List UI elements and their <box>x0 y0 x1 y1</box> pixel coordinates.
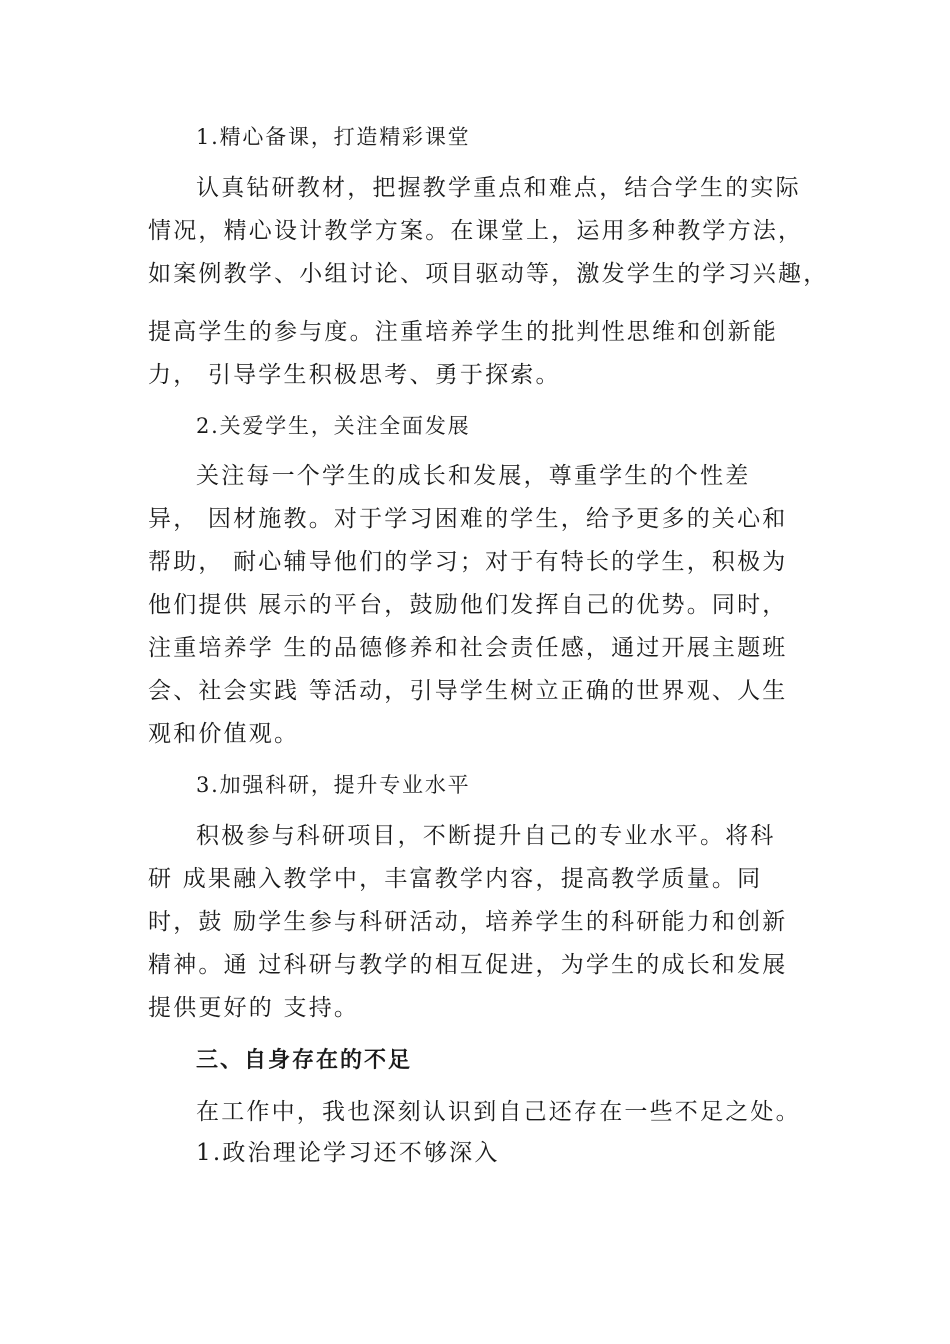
paragraph-line: 提供更好的 支持。 <box>148 995 360 1021</box>
paragraph-line: 注重培养学 生的品德修养和社会责任感，通过开展主题班 <box>148 635 788 661</box>
paragraph-line: 如案例教学、小组讨论、项目驱动等，激发学生的学习兴趣， <box>148 261 829 287</box>
paragraph-line: 情况，精心设计教学方案。在课堂上，运用多种教学方法， <box>148 218 804 244</box>
paragraph-line: 观和价值观。 <box>148 721 300 747</box>
paragraph-line: 帮助， 耐心辅导他们的学习；对于有特长的学生，积极为 <box>148 549 788 575</box>
paragraph-line: 关注每一个学生的成长和发展，尊重学生的个性差 <box>196 463 751 489</box>
paragraph-line: 积极参与科研项目，不断提升自己的专业水平。将科 <box>196 823 776 849</box>
paragraph-line: 在工作中，我也深刻认识到自己还存在一些不足之处。 <box>196 1099 801 1125</box>
paragraph-line: 他们提供 展示的平台，鼓励他们发挥自己的优势。同时， <box>148 592 788 618</box>
paragraph-line: 会、社会实践 等活动，引导学生树立正确的世界观、人生 <box>148 678 788 704</box>
subheading-1: 1.精心备课，打造精彩课堂 <box>196 125 471 149</box>
subheading-3: 3.加强科研，提升专业水平 <box>196 773 471 797</box>
paragraph-line: 力， 引导学生积极思考、勇于探索。 <box>148 362 561 388</box>
paragraph-line: 精神。通 过科研与教学的相互促进，为学生的成长和发展 <box>148 952 788 978</box>
paragraph-line: 时，鼓 励学生参与科研活动，培养学生的科研能力和创新 <box>148 909 788 935</box>
paragraph-line: 异， 因材施教。对于学习困难的学生，给予更多的关心和 <box>148 506 788 532</box>
paragraph-line: 提高学生的参与度。注重培养学生的批判性思维和创新能 <box>148 319 778 345</box>
subheading-4: 1.政治理论学习还不够深入 <box>196 1140 500 1166</box>
paragraph-line: 认真钻研教材，把握教学重点和难点，结合学生的实际 <box>196 175 801 201</box>
section-heading: 三、自身存在的不足 <box>196 1048 413 1073</box>
subheading-2: 2.关爱学生，关注全面发展 <box>196 414 471 438</box>
paragraph-line: 研 成果融入教学中，丰富教学内容，提高教学质量。同 <box>148 866 763 892</box>
